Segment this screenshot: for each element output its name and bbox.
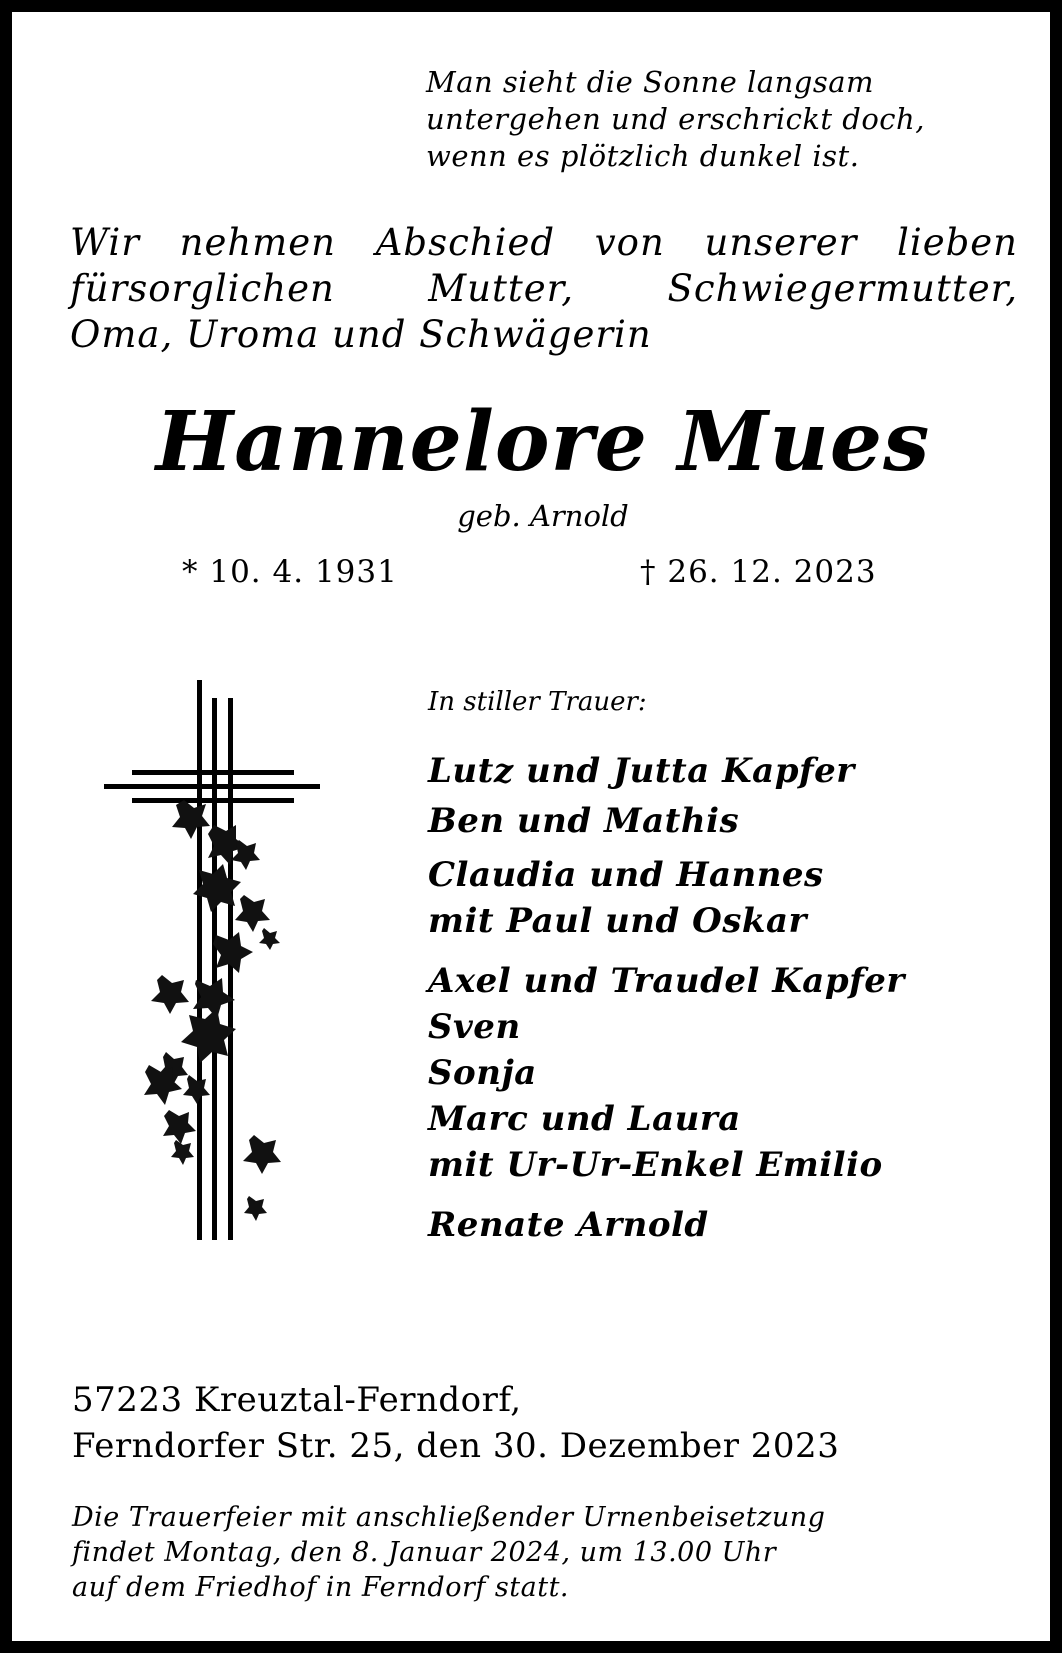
mourner-group [428, 958, 905, 1188]
mourner-group [428, 1202, 905, 1248]
service-line: Die Trauerfeier mit anschließender Urnenbeisetzung [72, 1502, 826, 1533]
motto-line: untergehen und erschrickt doch, [426, 102, 925, 136]
farewell-intro [70, 220, 1018, 358]
motto-line: Man sieht die Sonne langsam [426, 65, 875, 99]
mourner-group [428, 798, 905, 844]
service-line: auf dem Friedhof in Ferndorf statt. [72, 1572, 570, 1603]
motto-quote [426, 64, 925, 175]
death-date: † 26. 12. 2023 [640, 554, 877, 590]
mourner-name: Marc und Laura [428, 1099, 741, 1139]
mourner-group [428, 852, 905, 944]
intro-line: fürsorglichen Mutter, Schwiegermutter, [70, 267, 1018, 310]
address-line: Ferndorfer Str. 25, den 30. Dezember 2023 [72, 1426, 840, 1466]
address-date [72, 1377, 839, 1469]
funeral-service-notice [72, 1500, 825, 1605]
mourner-name: Sven [428, 1007, 521, 1047]
deceased-name: Hannelore Mues [155, 394, 931, 490]
mourner-name: Ben und Mathis [428, 801, 740, 841]
mourner-name: Claudia und Hannes [428, 855, 824, 895]
mourner-name: Renate Arnold [428, 1205, 709, 1245]
cross-with-ivy-icon [104, 680, 344, 1280]
mourning-label: In stiller Trauer: [428, 687, 647, 717]
mourner-group [428, 748, 905, 794]
motto-line: wenn es plötzlich dunkel ist. [426, 139, 860, 173]
mourner-name: Axel und Traudel Kapfer [428, 961, 905, 1001]
maiden-name: geb. Arnold [457, 499, 629, 533]
service-line: findet Montag, den 8. Januar 2024, um 13.00 Uhr [72, 1537, 777, 1568]
mourner-name: Sonja [428, 1053, 537, 1093]
intro-line: Oma, Uroma und Schwägerin [70, 313, 652, 356]
mourner-name: Lutz und Jutta Kapfer [428, 751, 855, 791]
intro-line: Wir nehmen Abschied von unserer lieben [70, 221, 1018, 264]
mourner-name: mit Ur-Ur-Enkel Emilio [428, 1145, 883, 1185]
birth-date: * 10. 4. 1931 [182, 554, 398, 590]
mourner-name: mit Paul und Oskar [428, 901, 807, 941]
mourners-list [428, 748, 905, 1262]
address-line: 57223 Kreuztal-Ferndorf, [72, 1380, 522, 1420]
